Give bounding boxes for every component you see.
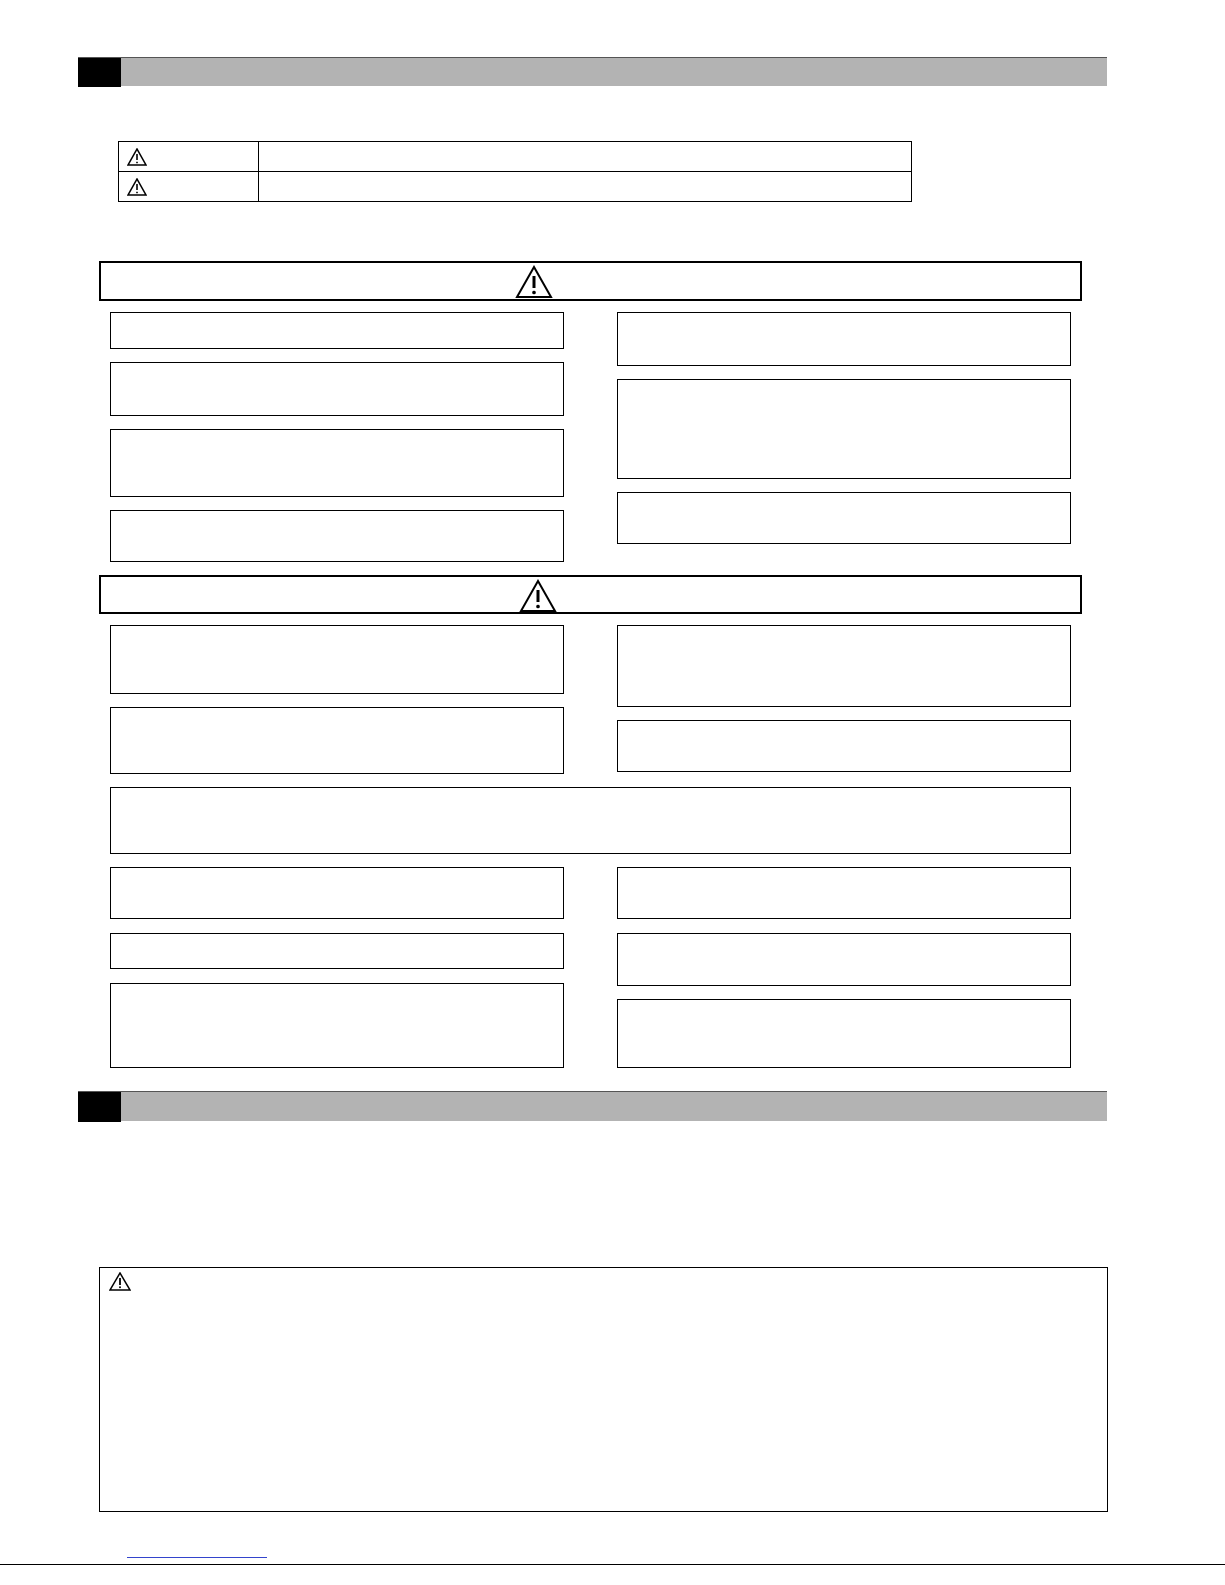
footer-link-underline[interactable] — [127, 1557, 267, 1558]
warning-item — [110, 429, 564, 497]
warning-item — [110, 510, 564, 562]
warning-item — [617, 312, 1071, 366]
warning-triangle-icon — [127, 178, 147, 196]
caution-item — [110, 707, 564, 774]
section-header-1 — [78, 57, 1107, 86]
warning-item — [617, 492, 1071, 544]
caution-item — [617, 999, 1071, 1068]
caution-banner — [99, 575, 1082, 614]
caution-item — [110, 625, 564, 694]
warning-triangle-icon — [127, 148, 147, 166]
section-header-2 — [78, 1091, 1107, 1121]
legend-table — [118, 141, 912, 202]
warning-triangle-icon — [519, 579, 557, 613]
warning-item — [110, 362, 564, 416]
warning-banner — [99, 261, 1082, 301]
caution-item — [110, 933, 564, 969]
caution-item — [617, 720, 1071, 772]
warning-item — [110, 312, 564, 349]
section-number-1 — [78, 58, 121, 87]
caution-item — [617, 933, 1071, 986]
legend-row-caution — [119, 172, 911, 202]
caution-item-wide — [110, 787, 1071, 854]
caution-item — [110, 867, 564, 919]
footer-rule — [0, 1564, 1225, 1565]
warning-item — [617, 379, 1071, 479]
section-number-2 — [78, 1092, 121, 1122]
caution-item — [617, 625, 1071, 707]
caution-item — [617, 867, 1071, 919]
warning-triangle-icon — [515, 265, 553, 299]
notice-box — [99, 1267, 1108, 1512]
warning-triangle-icon — [109, 1272, 131, 1291]
caution-item — [110, 983, 564, 1068]
legend-row-warning — [119, 142, 911, 172]
